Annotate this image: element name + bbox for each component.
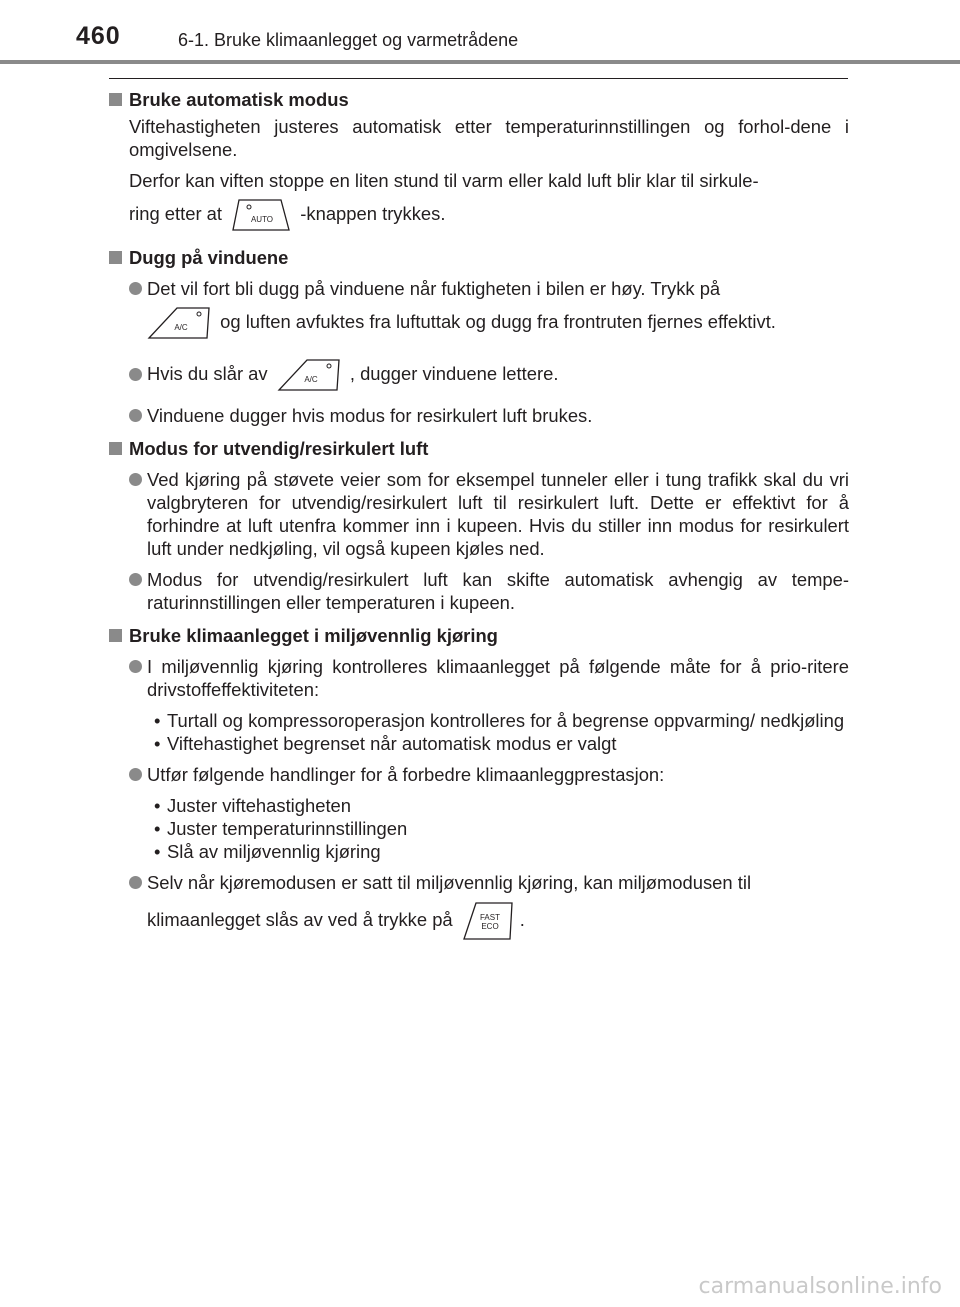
square-bullet-icon — [109, 251, 122, 264]
recirc-b2-text: Modus for utvendig/resirkulert luft kan skifte automatisk avhengig av tempe-raturinnstillingen eller temperaturen i kupeen. — [147, 569, 849, 613]
round-bullet-icon — [129, 768, 142, 781]
header-rule — [0, 60, 960, 64]
list-item: • Juster viftehastigheten — [154, 795, 352, 816]
eco-b3-line2 — [147, 909, 525, 930]
eco-b1-text: I miljøvennlig kjøring kontrolleres klimaanlegget på følgende måte for å prio-ritere drivstoffeffektiviteten: — [147, 656, 849, 700]
round-bullet-icon — [129, 876, 142, 889]
svg-text:A/C: A/C — [174, 323, 188, 333]
recirc-bullet-1 — [129, 468, 849, 560]
round-bullet-icon — [129, 473, 142, 486]
square-bullet-icon — [109, 629, 122, 642]
section-eco-heading — [109, 624, 849, 647]
round-bullet-icon — [129, 660, 142, 673]
section-eco-title: Bruke klimaanlegget i miljøvennlig kjøring — [129, 625, 498, 646]
fog-b1-line2 — [147, 311, 776, 332]
svg-text:FAST: FAST — [479, 913, 500, 923]
page-header — [0, 0, 960, 66]
eco-b3-after: . — [519, 909, 525, 930]
fog-b2-after: , dugger vinduene lettere. — [349, 363, 559, 384]
round-bullet-icon — [129, 409, 142, 422]
eco-bullet-3 — [129, 871, 849, 946]
auto-p2-after: -knappen trykkes. — [300, 203, 446, 224]
auto-p2-line1: Derfor kan viften stoppe en liten stund til varm eller kald luft blir klar til sirkule- — [129, 170, 759, 191]
square-bullet-icon — [109, 93, 122, 106]
eco-b3-line1: Selv når kjøremodusen er satt til miljøvennlig kjøring, kan miljømodusen til — [147, 872, 752, 893]
section-recirc-heading — [109, 437, 849, 460]
square-bullet-icon — [109, 442, 122, 455]
eco-bullet-1 — [129, 655, 849, 701]
list-item: • Viftehastighet begrenset når automatisk modus er valgt — [154, 733, 617, 754]
content-top-rule — [109, 78, 848, 79]
section-fog-title: Dugg på vinduene — [129, 247, 289, 268]
fast-eco-button-icon — [462, 901, 516, 941]
list-item: • Slå av miljøvennlig kjøring — [154, 841, 381, 862]
list-item: • Juster temperaturinnstillingen — [154, 818, 408, 839]
section-auto-heading — [109, 88, 849, 111]
eco-b3-before: klimaanlegget slås av ved å trykke på — [147, 909, 453, 930]
chapter-title: 6-1. Bruke klimaanlegget og varmetrådene — [178, 30, 519, 50]
auto-paragraph-1: Viftehastigheten justeres automatisk etter temperaturinnstillingen og forhol-dene i omgivelsene. — [129, 116, 849, 160]
section-eco-driving — [109, 624, 849, 946]
fog-bullet-2 — [129, 352, 849, 396]
section-auto-mode — [109, 88, 849, 236]
fog-bullet-3 — [129, 404, 849, 427]
section-recirc-title: Modus for utvendig/resirkulert luft — [129, 438, 429, 459]
page-number: 460 — [76, 22, 121, 50]
fog-b3-text: Vinduene dugger hvis modus for resirkulert luft brukes. — [147, 405, 593, 426]
page-content — [109, 88, 849, 946]
eco-b1-list — [109, 709, 849, 755]
round-bullet-icon — [129, 368, 142, 381]
section-auto-title: Bruke automatisk modus — [129, 89, 349, 110]
auto-button-icon — [231, 198, 291, 232]
round-bullet-icon — [129, 282, 142, 295]
auto-p2-line2 — [129, 203, 445, 224]
svg-text:A/C: A/C — [304, 375, 318, 385]
watermark: carmanualsonline.info — [698, 1274, 942, 1299]
svg-text:ECO: ECO — [481, 922, 499, 932]
section-window-fog — [109, 246, 849, 427]
eco-b2-text: Utfør følgende handlinger for å forbedre klimaanleggprestasjon: — [147, 764, 665, 785]
round-bullet-icon — [129, 573, 142, 586]
fog-b1-after: og luften avfuktes fra luftuttak og dugg fra frontruten fjernes effektivt. — [220, 311, 776, 332]
auto-paragraph-2 — [129, 169, 849, 236]
auto-p2-before: ring etter at — [129, 203, 223, 224]
auto-button-label: AUTO — [251, 215, 274, 225]
recirc-bullet-2 — [129, 568, 849, 614]
fog-b1-line1: Det vil fort bli dugg på vinduene når fuktigheten i bilen er høy. Trykk på — [147, 278, 721, 299]
list-item: • Turtall og kompressoroperasjon kontrolleres for å begrense oppvarming/ nedkjøling — [154, 710, 845, 731]
section-fog-heading — [109, 246, 849, 269]
recirc-b1-text: Ved kjøring på støvete veier som for eksempel tunneler eller i tung trafikk skal du vri valgbryteren for utvendig/resirkulert luft til resirkulert luft. Dette er effektivt for å forhindre at luft utenfra kommer inn i kupeen. Hvis du stiller inn modus for resirkulert luft under nedkjøling, vil også kupeen kjøles ned. — [147, 469, 849, 559]
fog-b2-before: Hvis du slår av — [147, 363, 268, 384]
eco-bullet-2 — [129, 763, 849, 786]
section-recirculation — [109, 437, 849, 614]
ac-button-icon — [147, 306, 211, 340]
ac-button-icon — [277, 358, 341, 392]
eco-b2-list — [109, 794, 849, 863]
fog-bullet-1 — [129, 277, 849, 344]
